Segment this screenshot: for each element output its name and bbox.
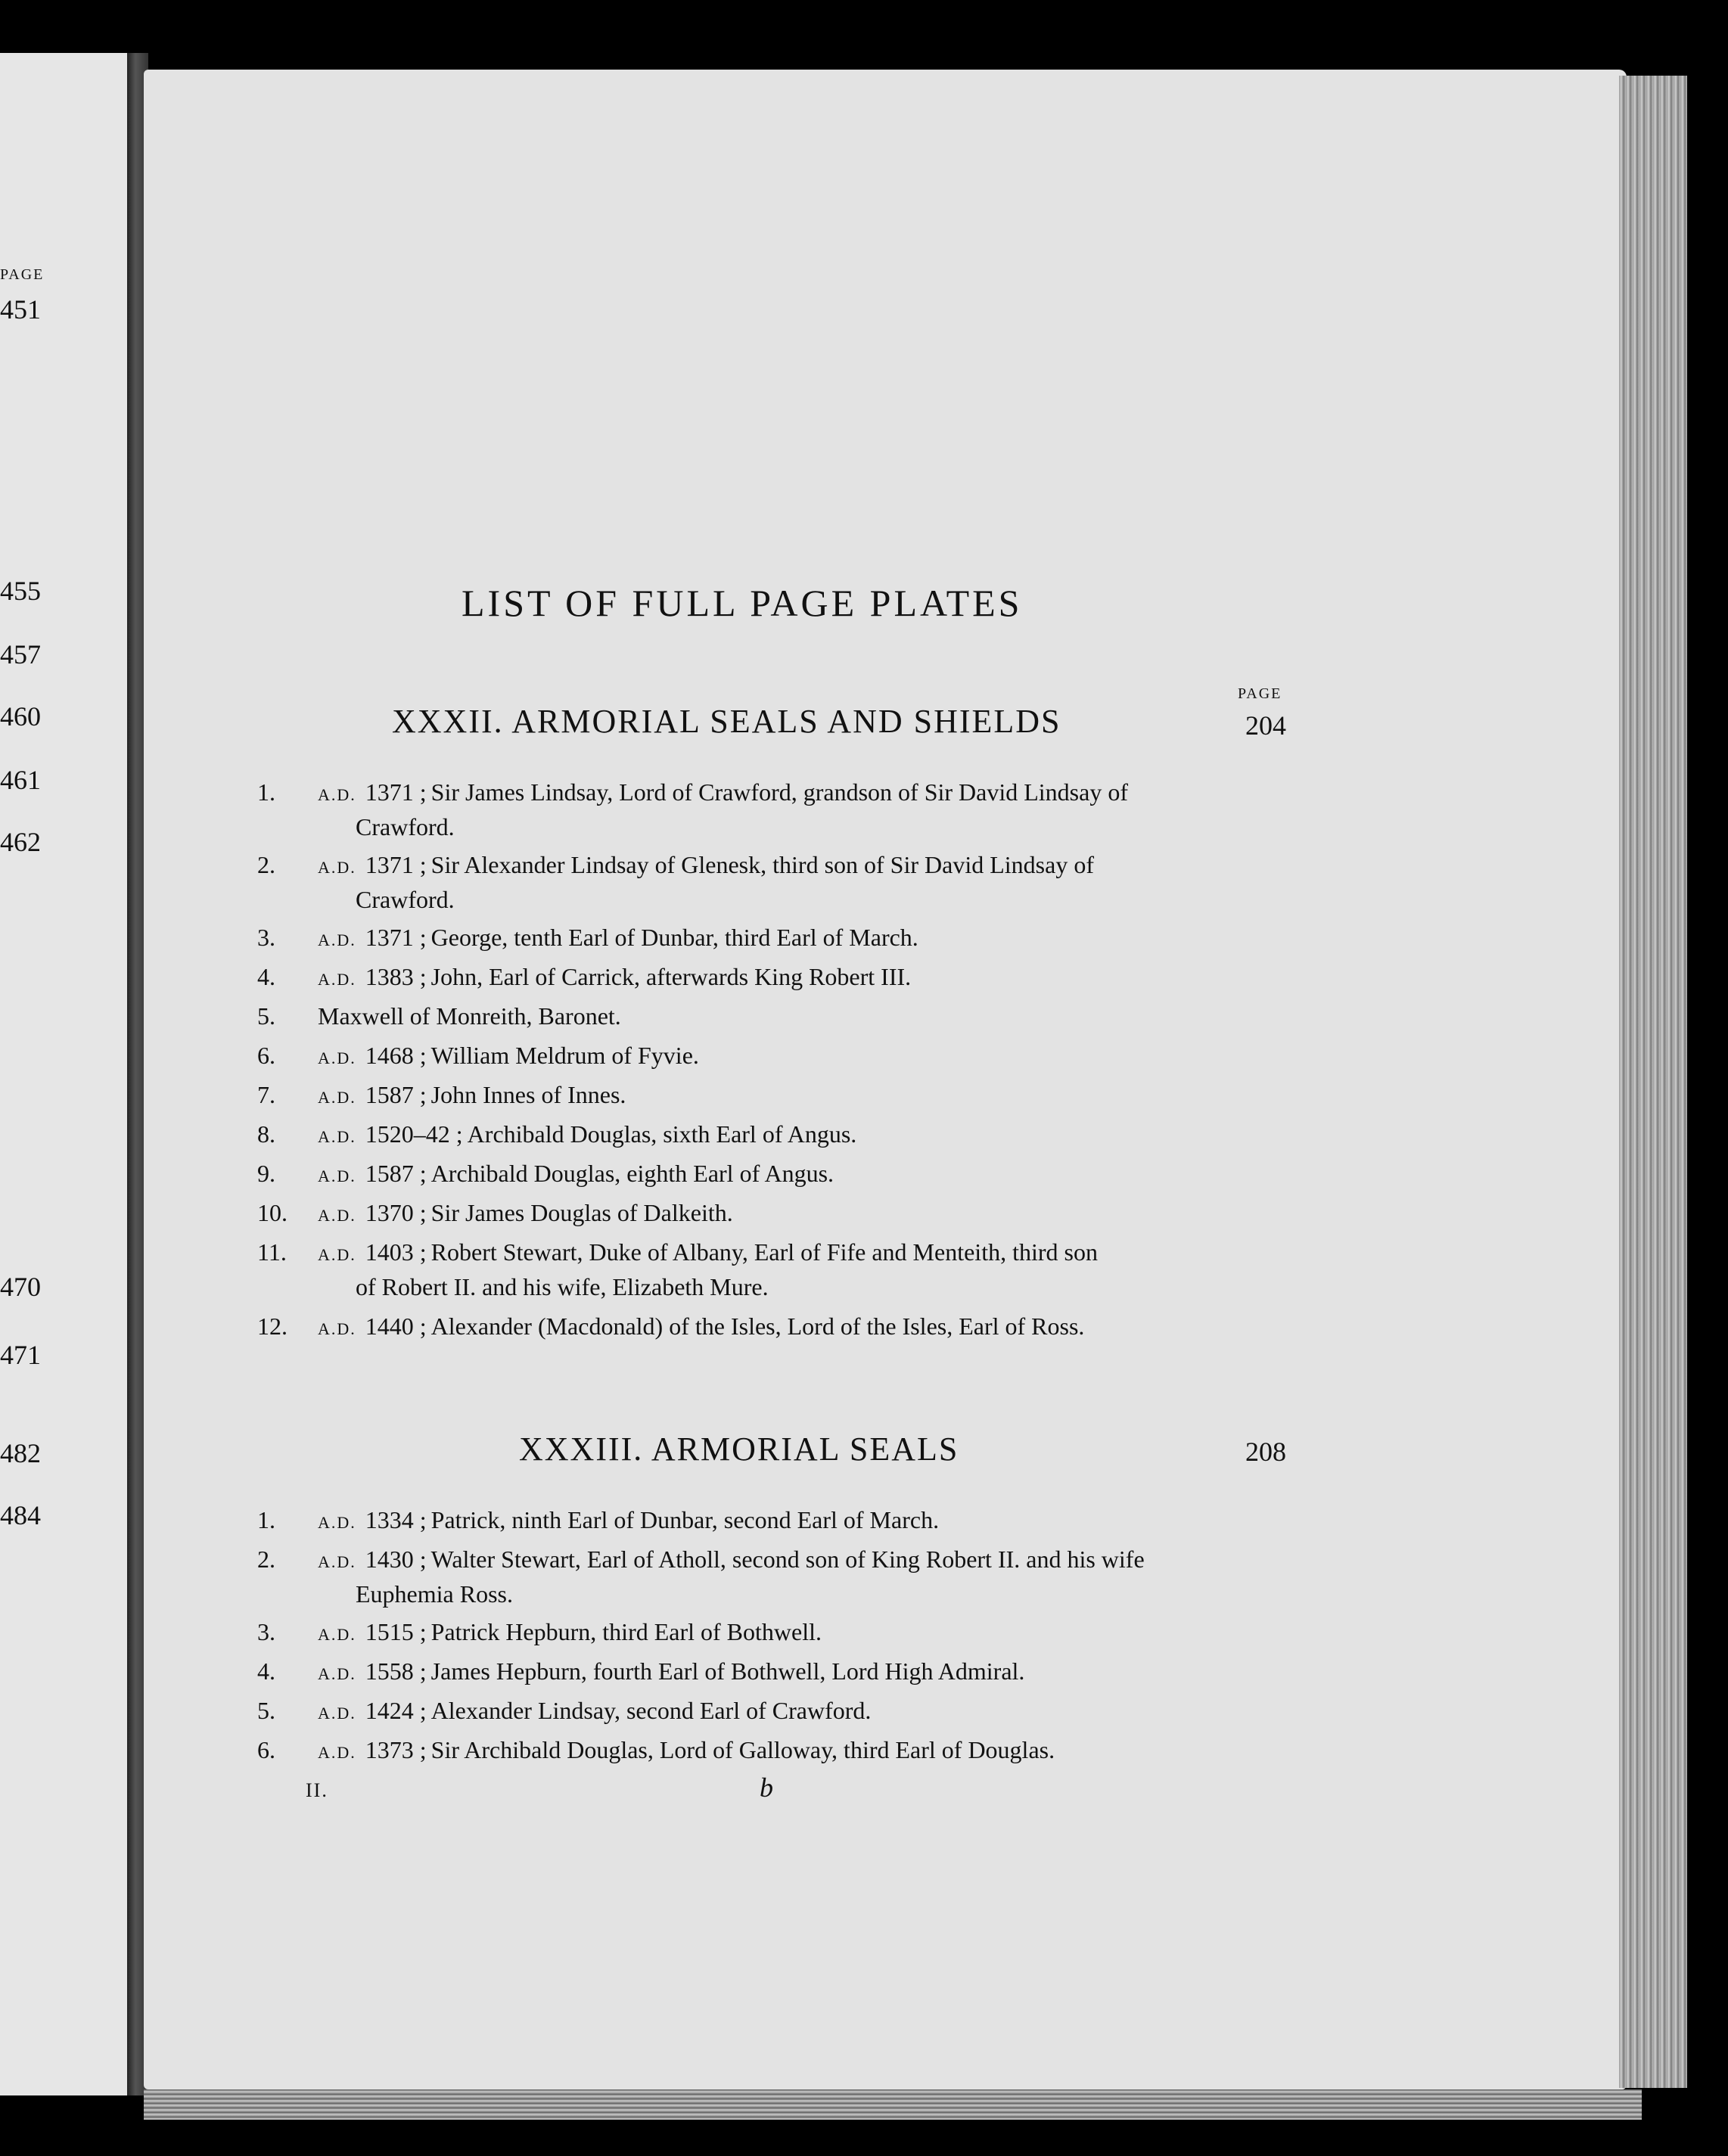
section-page-number: 208 [1245, 1437, 1286, 1467]
entry-year: 1403 ; [365, 1238, 427, 1266]
plate-entry [257, 921, 1294, 956]
entry-era: A.D. [318, 1127, 356, 1146]
entry-year: 1373 ; [365, 1736, 427, 1763]
plate-entry [257, 1197, 1294, 1232]
plate-entry [257, 1000, 1294, 1032]
entry-year: 1383 ; [365, 963, 427, 990]
plate-entry [257, 1310, 1294, 1345]
entry-year: 1424 ; [365, 1697, 427, 1724]
entry-text: Alexander Lindsay, second Earl of Crawford. [430, 1697, 872, 1724]
entry-era: A.D. [318, 785, 356, 804]
entry-era: A.D. [318, 1048, 356, 1067]
facing-page-number: 470 [0, 1272, 41, 1302]
entry-era: A.D. [318, 1088, 356, 1107]
entry-year: 1371 ; [365, 851, 427, 878]
entry-text: Sir James Douglas of Dalkeith. [430, 1199, 733, 1226]
plate-entry [257, 1616, 1294, 1651]
entry-continuation: Crawford. [356, 813, 455, 840]
entry-era: A.D. [318, 1704, 356, 1723]
entry-number: 12. [257, 1313, 287, 1340]
facing-page-label: PAGE [0, 266, 45, 283]
entry-text: Patrick Hepburn, third Earl of Bothwell. [430, 1618, 822, 1645]
entry-number: 4. [257, 963, 275, 990]
entry-number: 6. [257, 1042, 275, 1069]
facing-page-number: 462 [0, 827, 41, 857]
entry-text: William Meldrum of Fyvie. [430, 1042, 699, 1069]
entry-number: 1. [257, 778, 275, 806]
entry-text: James Hepburn, fourth Earl of Bothwell, Lord High Admiral. [430, 1657, 1025, 1685]
entry-year: 1515 ; [365, 1618, 427, 1645]
signature-mark: b [760, 1772, 773, 1803]
entry-era: A.D. [318, 858, 356, 877]
entry-text: John, Earl of Carrick, afterwards King Robert III. [430, 963, 912, 990]
entry-era: A.D. [318, 1625, 356, 1644]
entry-text: Alexander (Macdonald) of the Isles, Lord of the Isles, Earl of Ross. [430, 1313, 1085, 1340]
entry-number: 5. [257, 1697, 275, 1724]
entry-text: Maxwell of Monreith, Baronet. [318, 1002, 621, 1030]
page-column-label: PAGE [1238, 685, 1282, 702]
entry-number: 6. [257, 1736, 275, 1763]
facing-page-number: 484 [0, 1500, 41, 1530]
entry-text: Archibald Douglas, sixth Earl of Angus. [467, 1120, 857, 1148]
entry-number: 2. [257, 1546, 275, 1573]
plate-entry [257, 1695, 1294, 1729]
plate-entry [257, 1655, 1294, 1690]
plate-entry [257, 849, 1294, 915]
plate-entry [257, 961, 1294, 996]
entry-number: 3. [257, 1618, 275, 1645]
plate-entry [257, 1543, 1294, 1610]
entry-year: 1334 ; [365, 1506, 427, 1533]
plate-entry [257, 1079, 1294, 1114]
facing-page-fragment [0, 53, 136, 2095]
entry-number: 5. [257, 1002, 275, 1030]
entry-number: 4. [257, 1657, 275, 1685]
entry-year: 1587 ; [365, 1160, 427, 1187]
entry-number: 7. [257, 1081, 275, 1108]
section-page-number: 204 [1245, 710, 1286, 741]
page-title: LIST OF FULL PAGE PLATES [462, 582, 1023, 624]
entry-continuation: Euphemia Ross. [356, 1580, 513, 1608]
entry-continuation: of Robert II. and his wife, Elizabeth Mure. [356, 1273, 769, 1300]
plate-entry [257, 1236, 1294, 1303]
facing-page-number: 471 [0, 1340, 41, 1370]
entry-number: 9. [257, 1160, 275, 1187]
plate-entry [257, 1118, 1294, 1153]
entry-era: A.D. [318, 1206, 356, 1225]
entry-number: 2. [257, 851, 275, 878]
entry-era: A.D. [318, 970, 356, 989]
plate-entry [257, 1039, 1294, 1074]
plate-entry [257, 1734, 1294, 1769]
entry-year: 1370 ; [365, 1199, 427, 1226]
entry-number: 8. [257, 1120, 275, 1148]
entry-text: Sir James Lindsay, Lord of Crawford, grandson of Sir David Lindsay of [430, 778, 1128, 806]
entry-year: 1558 ; [365, 1657, 427, 1685]
entry-text: Patrick, ninth Earl of Dunbar, second Earl of March. [430, 1506, 940, 1533]
entry-era: A.D. [318, 1319, 356, 1338]
plate-entry [257, 776, 1294, 843]
plate-entry [257, 1504, 1294, 1539]
section-heading: XXXIII. ARMORIAL SEALS [519, 1431, 959, 1468]
entry-era: A.D. [318, 930, 356, 949]
page-edge [1619, 76, 1687, 2088]
entry-year: 1371 ; [365, 778, 427, 806]
facing-page-number: 451 [0, 294, 41, 325]
entry-text: George, tenth Earl of Dunbar, third Earl of March. [430, 924, 918, 951]
facing-page-number: 460 [0, 701, 41, 732]
entry-text: Robert Stewart, Duke of Albany, Earl of Fife and Menteith, third son [430, 1238, 1098, 1266]
entry-year: 1440 ; [365, 1313, 427, 1340]
entry-year: 1468 ; [365, 1042, 427, 1069]
entry-year: 1430 ; [365, 1546, 427, 1573]
entry-text: Archibald Douglas, eighth Earl of Angus. [430, 1160, 834, 1187]
entry-text: Walter Stewart, Earl of Atholl, second son of King Robert II. and his wife [430, 1546, 1145, 1573]
entry-text: Sir Alexander Lindsay of Glenesk, third son of Sir David Lindsay of [430, 851, 1094, 878]
printer-signature: II. [306, 1779, 328, 1801]
entry-text: John Innes of Innes. [430, 1081, 626, 1108]
plate-entry [257, 1157, 1294, 1192]
facing-page-number: 461 [0, 765, 41, 795]
entry-year: 1520–42 ; [365, 1120, 463, 1148]
facing-page-number: 457 [0, 639, 41, 669]
entry-number: 1. [257, 1506, 275, 1533]
entry-era: A.D. [318, 1167, 356, 1185]
entry-era: A.D. [318, 1664, 356, 1683]
page-bottom-edge [144, 2089, 1642, 2120]
entry-continuation: Crawford. [356, 886, 455, 913]
section-heading: XXXII. ARMORIAL SEALS AND SHIELDS [392, 703, 1061, 740]
entry-era: A.D. [318, 1743, 356, 1762]
facing-page-number: 455 [0, 576, 41, 606]
entry-era: A.D. [318, 1245, 356, 1264]
entry-year: 1587 ; [365, 1081, 427, 1108]
entry-number: 10. [257, 1199, 287, 1226]
entry-text: Sir Archibald Douglas, Lord of Galloway, third Earl of Douglas. [430, 1736, 1055, 1763]
entry-number: 3. [257, 924, 275, 951]
entry-era: A.D. [318, 1513, 356, 1532]
entry-number: 11. [257, 1238, 287, 1266]
entry-year: 1371 ; [365, 924, 427, 951]
facing-page-number: 482 [0, 1438, 41, 1468]
entry-era: A.D. [318, 1552, 356, 1571]
